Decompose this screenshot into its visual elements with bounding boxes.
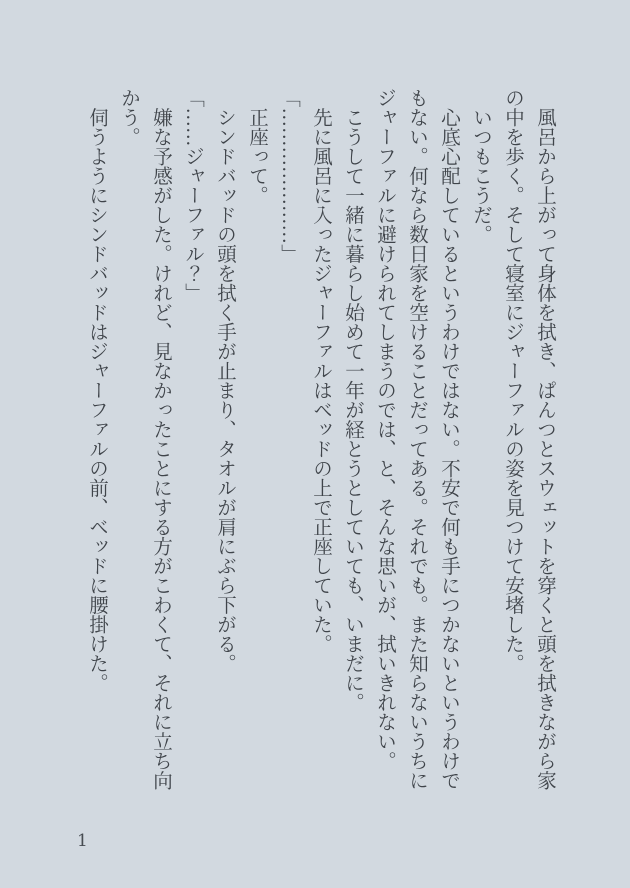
page-number: 1 xyxy=(77,831,88,851)
paragraph-8: シンドバッドの頭を拭く手が止まり、タオルが肩にぶら下がる。 xyxy=(214,88,235,673)
paragraph-10: 嫌な予感がした。けれど、見なかったことにする方がこわくて、それに立ち向かう。 xyxy=(118,88,171,790)
paragraph-7: 正座って。 xyxy=(246,88,267,205)
paragraph-3: 心底心配しているというわけではない。不安で何も手につかないというわけでもない。何なら数日家を空けることだってある。それでも。また知らないうちにジャーファルに避けられてしまうのでは、と、そんな思いが、拭いきれない。 xyxy=(374,88,459,790)
vertical-text-body xyxy=(78,88,560,794)
paragraph-4: こうして一緒に暮らし始めて一年が経とうとしていても、いまだに。 xyxy=(342,88,363,712)
paragraph-6: 「…………………」 xyxy=(278,88,299,264)
paragraph-5: 先に風呂に入ったジャーファルはベッドの上で正座していた。 xyxy=(310,88,331,654)
paragraph-2: いつもこうだ。 xyxy=(470,88,491,244)
paragraph-9: 「……ジャーファル？」 xyxy=(182,88,203,303)
paragraph-11: 伺うようにシンドバッドはジャーファルの前、ベッドに腰掛けた。 xyxy=(86,88,107,693)
paragraph-1: 風呂から上がって身体を拭き、ぱんつとスウェットを穿くと頭を拭きながら家の中を歩く。そして寝室にジャーファルの姿を見つけて安堵した。 xyxy=(502,88,555,790)
